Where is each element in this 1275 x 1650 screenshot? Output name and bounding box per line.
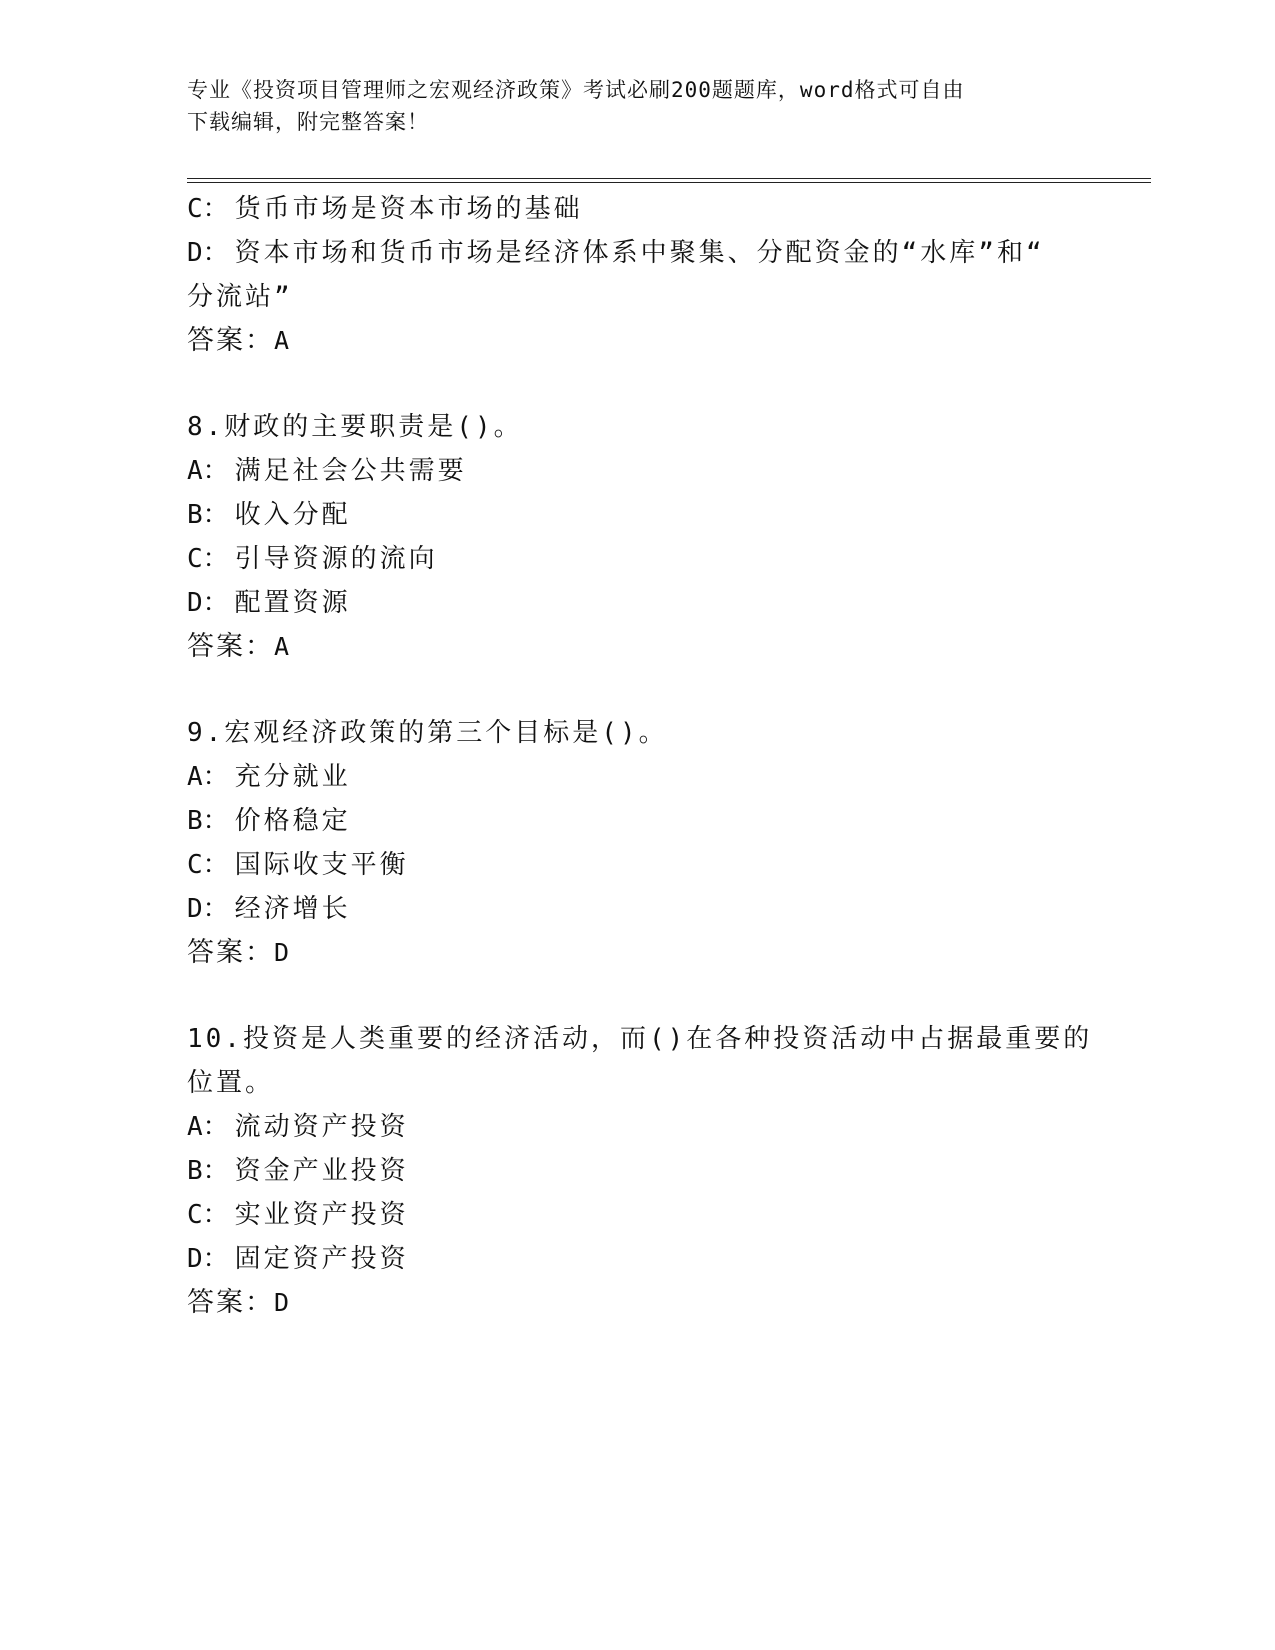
option-text: 货币市场是资本市场的基础 (234, 194, 583, 224)
option-text: 国际收支平衡 (234, 850, 409, 880)
header-line-2: 下载编辑，附完整答案！ (187, 110, 429, 134)
option-text: 价格稳定 (234, 806, 351, 836)
option-letter: B： (187, 500, 229, 530)
option-letter: A： (187, 762, 229, 792)
answer-label: 答案： (187, 937, 274, 968)
answer-label: 答案： (187, 1287, 274, 1318)
header-line-1: 专业《投资项目管理师之宏观经济政策》考试必刷200题题库，word格式可自由 (187, 78, 965, 102)
option-text: 实业资产投资 (234, 1200, 409, 1230)
option-letter: C： (187, 1200, 229, 1230)
option-c-line (187, 1192, 1087, 1238)
option-d-line (187, 230, 1087, 276)
question-stem: 9.宏观经济政策的第三个目标是()。 (187, 718, 668, 748)
option-b-line (187, 798, 1087, 844)
option-text: 流动资产投资 (234, 1112, 409, 1142)
answer-value: A (274, 326, 292, 355)
option-letter: D： (187, 1244, 229, 1274)
answer-line (187, 318, 1087, 364)
option-letter: D： (187, 238, 229, 268)
option-text: 收入分配 (234, 500, 351, 530)
option-c-line (187, 186, 1087, 232)
option-text: 资金产业投资 (234, 1156, 409, 1186)
option-text: 固定资产投资 (234, 1244, 409, 1274)
option-d-continuation: 分流站” (187, 282, 293, 312)
answer-line (187, 624, 1087, 670)
question-stem: 8.财政的主要职责是()。 (187, 412, 523, 442)
option-b-line (187, 492, 1087, 538)
answer-value: D (274, 1288, 292, 1317)
answer-value: A (274, 632, 292, 661)
option-letter: A： (187, 1112, 229, 1142)
option-d-line (187, 886, 1087, 932)
option-a-line (187, 448, 1087, 494)
header-divider-bottom (187, 182, 1151, 183)
option-a-line (187, 1104, 1087, 1150)
option-d-line (187, 580, 1087, 626)
option-letter: D： (187, 588, 229, 618)
option-letter: B： (187, 806, 229, 836)
header-divider-top (187, 178, 1151, 179)
document-header-note (187, 74, 1087, 138)
answer-label: 答案： (187, 325, 274, 356)
option-a-line (187, 754, 1087, 800)
answer-value: D (274, 938, 292, 967)
option-letter: C： (187, 850, 229, 880)
answer-line (187, 930, 1087, 976)
option-text: 经济增长 (234, 894, 351, 924)
answer-line (187, 1280, 1087, 1326)
option-letter: A： (187, 456, 229, 486)
option-text: 资本市场和货币市场是经济体系中聚集、分配资金的“水库”和“ (234, 238, 1045, 268)
option-text: 配置资源 (234, 588, 351, 618)
option-b-line (187, 1148, 1087, 1194)
option-letter: C： (187, 194, 229, 224)
option-c-line (187, 536, 1087, 582)
option-c-line (187, 842, 1087, 888)
option-letter: C： (187, 544, 229, 574)
option-text: 引导资源的流向 (234, 544, 438, 574)
option-letter: D： (187, 894, 229, 924)
question-stem-continuation: 位置。 (187, 1068, 275, 1098)
answer-label: 答案： (187, 631, 274, 662)
option-letter: B： (187, 1156, 229, 1186)
option-text: 充分就业 (234, 762, 351, 792)
option-d-line (187, 1236, 1087, 1282)
option-text: 满足社会公共需要 (234, 456, 467, 486)
question-stem: 10.投资是人类重要的经济活动，而()在各种投资活动中占据最重要的 (187, 1024, 1093, 1054)
